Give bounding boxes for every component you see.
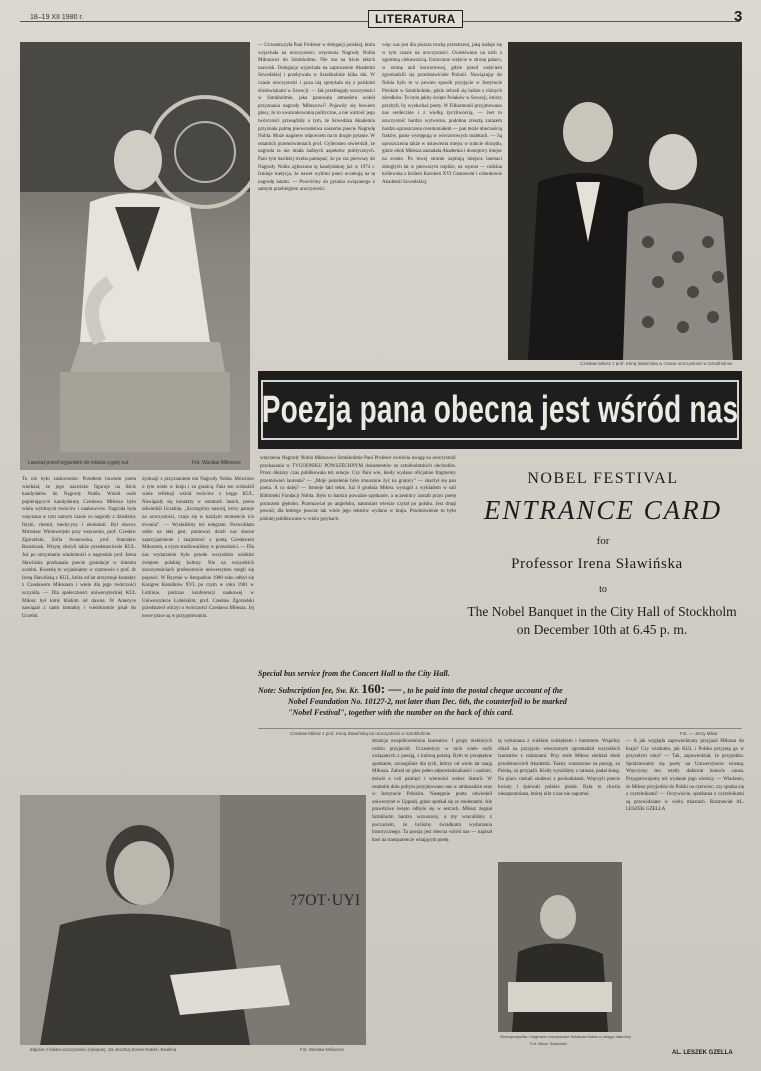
column-text: tą wykonana z wielkim wdziękiem i humorem. Wspólny obiad na przyjęciu wieczornym zgromadził wszystkich laureatów z rodzinami. Przy stole Miłosz siedział obok przedstawicieli Akademii. Toasty wznoszono za poezję, za Polskę, za przyjaźń. Kiedy wyszliśmy z ratusza, padał śnieg. Na placu czekali studenci z pochodniami. Wręczyli poecie kwiaty i śpiewali polskie pieśni. Była to chwila niezapomniana, której nikt z nas nie zapomni. — [498, 739, 620, 798]
card-event-line2: on December 10th at 6.45 p. m. — [516, 622, 688, 637]
photo-poet-reading-image — [20, 795, 366, 1045]
photo-milosz-slawinska-image — [508, 42, 742, 360]
note-label: Note: — [258, 686, 277, 695]
photo-poet-reading — [20, 795, 366, 1045]
article-column-top-a — [258, 42, 375, 364]
headline-frame — [261, 380, 739, 440]
card-to: to — [599, 584, 607, 595]
column-text: strukcja uwspółcześniona laureatów. I grupy niektórych rodzin przyjaciół. Uczestniczy w nich wiele osób związanych z poezją, z kulturą polską. Było to przepiękne spotkanie, szczególnie dla tych, którzy od wielu lat znają Miłosza. Zabrał on głos pełen odpowiedzialności i nadziei, mówił o roli pamięci i wierności wobec historii. W ostatnim dniu pobytu przyjmowano nas w ambasadzie oraz w Instytucie Polskim. Następnie poeta odwiedził uniwersytet w Uppsali, gdzie spotkał się ze studentami. Ale prawdziwe święto odbyło się w sercach. Miłosz żegnał Sztokholm bardzo wzruszony, a my wracaliśmy z poczuciem, że byliśmy świadkami wydarzenia historycznego. Ta poezja jest obecna wśród nas — napisał ktoś na transparencie witającym poetę. — [372, 739, 492, 843]
card-event — [422, 603, 761, 639]
article-column-h — [626, 738, 744, 1038]
poster-fragment: ?7OT·UYI — [290, 892, 361, 909]
article-column-d — [142, 476, 254, 788]
nobel-entrance-card — [462, 455, 744, 665]
photo-ceremony-table-image — [498, 862, 622, 1032]
photo-caption: Zdjęcie z bliska uroczystości (rękopis). Za otoczką Scene Nobel i Ewelina — [30, 1047, 177, 1052]
note-line3: "Nobel Festival", together with the number on the back of this card. — [288, 708, 514, 717]
card-guest-name: Professor Irena Sławińska — [511, 556, 683, 572]
photo-caption: Rzeczpospolita / fragment uroczystości Szkatuła Nobla w okręgu latarnicy — [500, 1034, 631, 1039]
photo-caption: Czesław Miłosz z prof. Ireną Sławińską w czasie uroczystości w Sztokholmie — [580, 361, 733, 366]
note-prefix: Subscription fee, Sw. Kr. — [278, 686, 360, 695]
column-text: wręczenia Nagrody Nobla Miłoszowi Sztokholmie Pani Profesor zwróciła uwagę na uroczystość przekazania w TYGODNIKU POWSZECHNYM dokumentów ze sztokholmskich obchodów. Przez dłuższy czas publikowała też relacje. Czy Pani wie, kiedy wydano oficjalnie fragmenty przemówień laureata? — „Moje pokolenie było zmuszone żyć na granicy” — skarżył się pan poeta. A co dalej? — Istnieje taki tekst. Już 8 grudnia Miłosz wystąpił z wykładem w sali Biblioteki Fundacji Nobla. Było to bardzo poważne spotkanie, a uczestnicy zostali przez poetę poruszeni głęboko. Przemawiał po angielsku, natomiast wiersze czytał po polsku. Jest drugi powód, dla którego jeszcze tak wiele jego tekstów wydano w kraju. Przemówienie to było później publikowane w wielu językach. — [260, 456, 456, 522]
headline-banner — [258, 371, 742, 449]
page-number: 3 — [734, 8, 743, 25]
photo-laureate-seated-image — [20, 42, 250, 470]
column-text: — Uczestniczyła Pani Profesor w delegacji polskiej, która wyjechała na uroczystości wręczenia Nagrody Nobla Miłoszowi do Sztokholmu. Nie ma na liście takich nazwisk. Delegacja wyjechała na zaproszenie Akademii Szwedzkiej i przebywała w Sztokholmie kilka dni. W czasie uroczystości i poza nią spotykała się z polskimi środowiskami w Szwecji. — Jak przebiegały uroczystości w Sztokholmie, jaka panowała atmosfera wokół przyznania nagrody Miłoszowi? Pojawiły się bowiem głosy, że to uwarunkowania polityczne, a nie wartość jego twórczości przesądziły o tym, że Szwedzka Akademia przyznała palmę pierwszeństwa naszemu poecie Nagrodę Nobla. Może najpierw odpowiem na to drugie pytanie. W ostatnich przemówieniach prof. Gyllensten stwierdził, że nagroda ta nie miała żadnych aspektów politycznych. Pani tym bardziej trzeba pamiętać, że po raz pierwszy do Nagrody Nobla zgłoszono tę kandydaturę już w 1974 r. Istnieje tradycja, że nawet wybitni poeci oczekują na tę nagrodę latami. — Powróćmy do pytania związanego z samym przebiegiem uroczystości. — [258, 43, 375, 193]
article-column-f — [372, 738, 492, 1058]
photo-credit: Fot. Wacław Milinerus — [300, 1047, 344, 1052]
photo-caption: Czesław Miłosz z prof. Ireną Sławińską na uroczystości w Sztokholmie. — [290, 731, 432, 736]
article-column-g — [498, 738, 620, 858]
author-signature: AL. LESZEK GZELLA — [672, 1050, 733, 1056]
card-fee-note — [258, 683, 742, 718]
masthead: LITERATURA — [368, 10, 463, 28]
column-text: dyskusji z przyznaniem mu Nagrody Nobla. Mówiono o tym wiele w kraju i za granicą. Fakt ten wzbudził wiele refleksji wśród twórców z kręgu KUL. Nawiązały się kontakty w ostatnich latach, poeta odwiedził Uczelnię. „Szczególny nastrój, który panuje na uroczystości, czuje się w każdym momencie ich trwania”. — Wysłaliśmy też telegram. Pozwoliłam sobie na taki gest, ponieważ dzieli nas dawne zaprzyjaźnienie i znajomość z poetą Czesławem Miłoszem, a czym studiowaliśmy w przeszłości. — Dla nas wydarzenie było przede wszystkim wielkim świętem polskiej kultury. Nie na wszystkich uroczystościach profesorowie uniwersytetu mogli się pojawić. W Rzymie w listopadzie 1980 roku odbył się Kongres Katolików XVI, po czym w roku 1981 w Lublinie, podczas konferencji naukowej w Uniwersytecie Lubelskim, prof. Czesław Zgorzelski przedstawił odczyt o twórczości Czesława Miłosza. Jej nowe prace są w przygotowaniu. — [142, 477, 254, 619]
card-event-line1: The Nobel Banquet in the City Hall of Stockholm — [467, 604, 737, 619]
card-bus-note: Special bus service from the Concert Hall to the City Hall. — [258, 669, 450, 678]
photo-credit: Fot. Mikar, Stawiński — [530, 1041, 567, 1046]
divider — [258, 728, 742, 729]
photo-caption: Laureat przed wyjazdem do miasta cygdy nut — [28, 460, 129, 466]
photo-ceremony-table — [498, 862, 622, 1032]
photo-milosz-slawinska — [508, 42, 742, 360]
column-text: To nie było zaskoczenie. Przedtem bowiem poeta wiedział, że jego nazwisko figuruje na liście kandydatów do Nagrody Nobla. Wśród osób popierających kandydaturę Czesława Miłosza było wielu wybitnych twórców i naukowców. Nagroda była wręczana w tym samym czasie co nagrody z dziedziny fizyki, chemii, medycyny i ekonomii. Był obecny Mirosław Wielowiejski przy wręczeniu, prof. Czesław Zgorzelski, Zofia Iwanowska, prof. Stanisław Barańczak. Wizytę złożyli także przedstawiciele KUL. Już po otrzymaniu wiadomości o nagrodzie prof. Irena Sławińska przekazała poecie gratulacje w imieniu uczelni. Kwestię to wyjaśniamy w rozmowie z prof. dr Ireną Sławińską z KUL, która od lat utrzymuje kontakty z Czesławem Miłoszem i wiele dla jego twórczości uczyniła. — Dla społeczności uniwersyteckiej KUL Miłosz był kimś bliskim od dawna. W Ameryce nawiązał z nami kontakty i wielokrotnie pisał do Uczelni. — [22, 477, 136, 619]
photo-laureate-seated — [20, 42, 250, 470]
note-suffix: , to be paid into the postal cheque account of the — [403, 686, 563, 695]
card-festival-title: NOBEL FESTIVAL — [527, 470, 679, 487]
note-line2: Nobel Foundation No. 10127-2, not later than Dec. 6th, the counterfoil to be marked — [288, 697, 567, 706]
article-column-top-b — [382, 42, 502, 364]
issue-date: 18–19 XII 1980 r. — [30, 14, 84, 21]
article-column-c — [22, 476, 136, 788]
column-text: — A jak wygląda zapowiedziany przyjazd Miłosza do kraju? Czy wiadomo, jak KUL i Polska przyjmą go w przyszłym roku? — Tak, zapowiedział, że przyjedzie. Spodziewamy się poety na Uniwersytecie wiosną. Wręczymy mu wtedy doktorat honoris causa. Przygotowujemy też wydanie jego wierszy. — Wiadomo, że Miłosz przyjedzie do Polski na czerwiec; czy spotka się z czytelnikami? — Oczywiście, spotkania z czytelnikami są przewidziane w wielu miastach. Rozmawiał AL. LESZEK GZELLA — [626, 739, 744, 813]
card-for: for — [596, 535, 610, 547]
photo-credit: Fot. — Jerzy Mikar — [680, 731, 718, 736]
card-entrance-title: ENTRANCE CARD — [483, 495, 723, 525]
column-text: więc nas jest dla pisarza trochę przestrzeni, jaką nadaje się w tym czasie na uroczystości. Oczekiwano na nich z ogromną ciekawością. Ustawiono wejście w stronę pałacu, w stronę auli koncertowej, gdzie przed wejściem zgromadzili się przedstawiciele Polonii. Nawiązując do Nobla było to w pewien sposób przyjęcie w Instytucie Polskim w Sztokholmie, gdzie zebrali się ludzie z różnych ośrodków. To było jakby święto Polaków w Szwecji, którzy przybyli, by wysłuchać poety. W Filharmonii przyjmowano nas serdecznie i z wielką życzliwością. — Jest to uroczystość bardzo wytworna, podobna zresztą zarazem bardzo uproszczona ceremoniałem — pan może obecnością fraków, panie występują w wieczorowych toaletach. — Są uproszczenia także w ustawieniu miejsc w trakcie obrzędu, gdzie obok Miłosza zasiadała Akademia i dostojnicy miejsc na scenie. Po lewej stronie zajmują miejsca laureaci ubiegłych lat w pierwszym rzędzie, na wprost — rodzina królewska z królem Karolem XVI Gustawem i członkowie Akademii Szwedzkiej. — [382, 43, 502, 185]
photo-credit: Fot. Wacław Milinerus — [192, 460, 241, 466]
headline: Poezja pana obecna jest wśród nas — [261, 388, 739, 431]
fee-amount: 160: — — [361, 681, 402, 696]
